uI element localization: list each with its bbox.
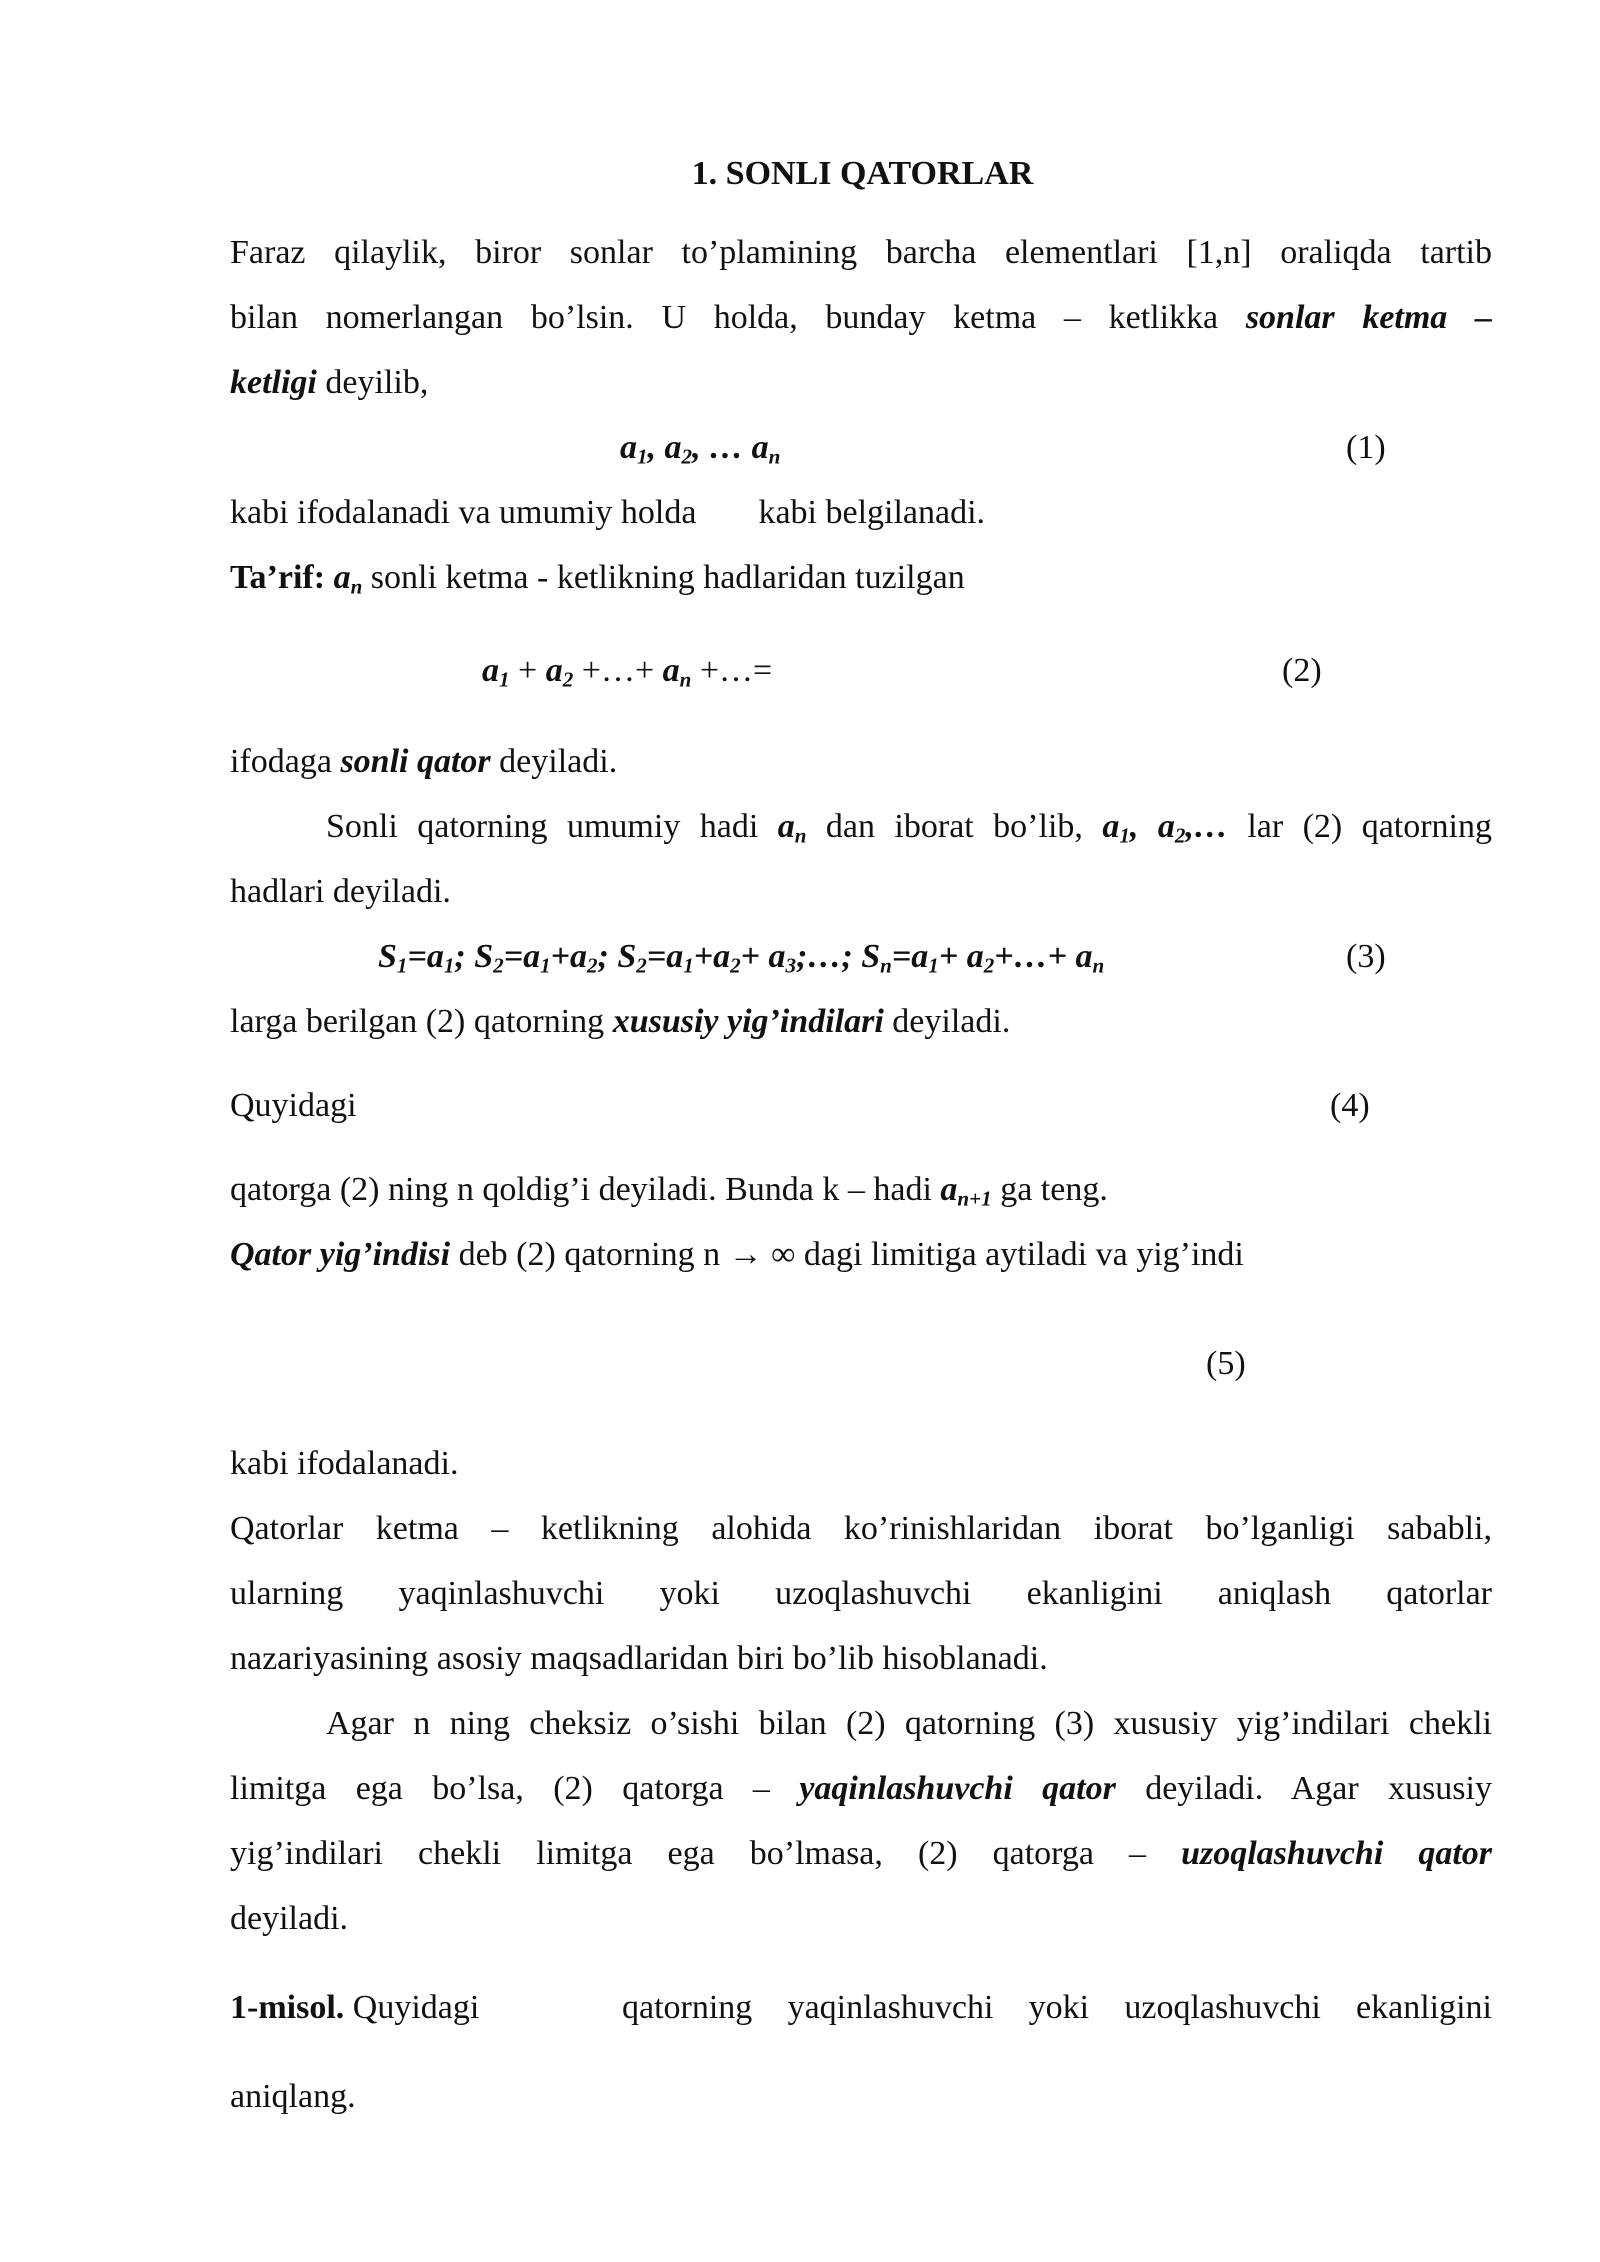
term-sonli-qator: sonli qator: [340, 743, 491, 780]
text-run: deyilib,: [325, 364, 429, 401]
equation-number-1: (1): [1346, 429, 1386, 466]
term-qator-yigindisi: Qator yig’indisi: [230, 1236, 451, 1273]
definition-line: Ta’rif: $a_n$ sonli ketma - ketlikning hadlaridan tuzilgan: [230, 559, 965, 599]
term-uzoqlashuvchi-qator: uzoqlashuvchi qator: [1181, 1835, 1492, 1872]
equation-number-2: (2): [1282, 652, 1322, 689]
equation-number-4: (4): [1330, 1087, 1370, 1124]
paragraph-line: [230, 363, 1492, 403]
paragraph-line: [230, 298, 1492, 338]
paragraph-line: nazariyasining asosiy maqsadlaridan biri bo’lib hisoblanadi.: [230, 1640, 1048, 1677]
equation-number-3: (3): [1346, 938, 1386, 975]
equation-2: $a_1 + a_2$ +…+ $a_n$ +…=: [482, 652, 773, 692]
paragraph-line: Quyidagi: [230, 1087, 357, 1124]
paragraph-line: deyiladi.: [230, 1900, 349, 1937]
text-run: bilan nomerlangan bo’lsin. U holda, bunday ketma – ketlikka: [230, 299, 1219, 336]
paragraph-line: Sonli qatorning umumiy hadi $a_n$ dan iborat bo’lib, $a_1$, $a_2,\dots$ lar (2) qatorning: [326, 808, 1492, 848]
paragraph-line: [230, 493, 1492, 533]
example-label: 1-misol.: [230, 1989, 345, 2026]
paragraph-line: qatorning yaqinlashuvchi yoki uzoqlashuvchi ekanligini: [622, 1989, 1492, 2026]
definition-label: Ta’rif:: [230, 559, 326, 596]
paragraph-line: ifodaga sonli qator deyiladi.: [230, 743, 618, 780]
paragraph-line: Qator yig’indisi deb (2) qatorning n → ∞ dagi limitiga aytiladi va yig’indi: [230, 1236, 1244, 1273]
text-run: sonli ketma - ketlikning hadlaridan tuzilgan: [370, 559, 965, 596]
term-sonlar-ketma-ketligi: sonlar ketma –: [1245, 299, 1492, 336]
text-run: kabi belgilanadi.: [758, 494, 986, 531]
section-title: 1. SONLI QATORLAR: [691, 155, 1034, 192]
example-line: 1-misol. Quyidagi: [230, 1989, 480, 2026]
paragraph-line: kabi ifodalanadi.: [230, 1445, 459, 1482]
equation-1: $a_1$, $a_2$, … $a_n$: [620, 429, 781, 469]
text-run: kabi ifodalanadi va umumiy holda: [230, 494, 697, 531]
equation-number-5: (5): [1206, 1345, 1246, 1382]
paragraph-line: Faraz qilaylik, biror sonlar to’plamining barcha elementlari [1,n] oraliqda tartib: [230, 234, 1492, 271]
paragraph-line: Qatorlar ketma – ketlikning alohida ko’rinishlaridan iborat bo’lganligi sababli,: [230, 1510, 1492, 1547]
term-xususiy-yigindilari: xususiy yig’indilari: [612, 1003, 884, 1040]
paragraph-line: yig’indilari chekli limitga ega bo’lmasa, (2) qatorga – uzoqlashuvchi qator: [230, 1835, 1492, 1872]
equation-3: $S_1=a_1$; $S_2=a_1+a_2$; $S_2=a_1+a_2+$ $a_3;\dots$; $S_n=a_1+$ $a_2+\dots+ a_n$: [378, 938, 1105, 978]
paragraph-line: Agar n ning cheksiz o’sishi bilan (2) qatorning (3) xususiy yig’indilari chekli: [326, 1705, 1492, 1742]
term-yaqinlashuvchi-qator: yaqinlashuvchi qator: [799, 1770, 1116, 1807]
paragraph-line: hadlari deyiladi.: [230, 873, 451, 910]
paragraph-line: qatorga (2) ning n qoldig’i deyiladi. Bunda k – hadi $a_{n+1}$ ga teng.: [230, 1171, 1108, 1211]
term-continuation: ketligi: [230, 364, 317, 401]
paragraph-line: larga berilgan (2) qatorning xususiy yig’indilari deyiladi.: [230, 1003, 1011, 1040]
paragraph-line: aniqlang.: [230, 2078, 356, 2115]
paragraph-line: ularning yaqinlashuvchi yoki uzoqlashuvchi ekanligini aniqlash qatorlar: [230, 1575, 1492, 1612]
paragraph-line: limitga ega bo’lsa, (2) qatorga – yaqinlashuvchi qator deyiladi. Agar xususiy: [230, 1770, 1492, 1807]
